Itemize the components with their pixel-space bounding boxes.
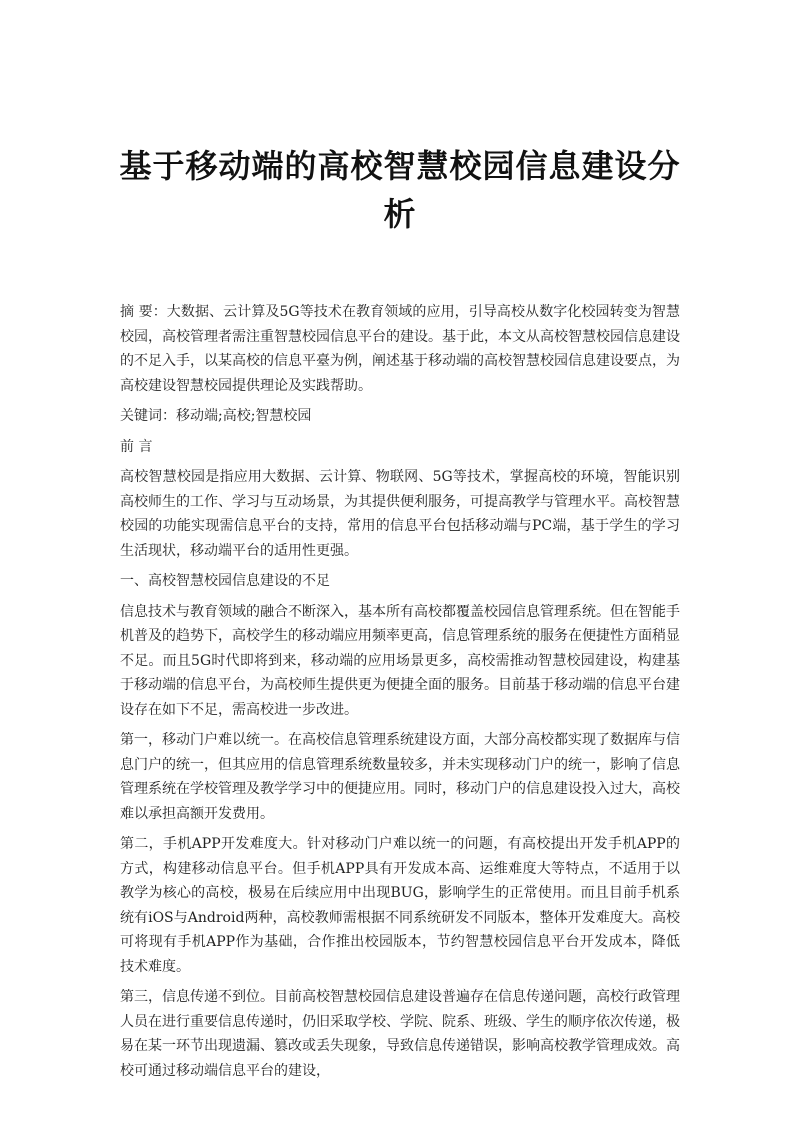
section-heading-1: 一、高校智慧校园信息建设的不足 [120, 573, 330, 589]
point-2-paragraph: 第二，手机APP开发难度大。针对移动门户难以统一的问题，有高校提出开发手机APP的方式，构建移动信息平台。但手机APP具有开发成本高、运维难度大等特点，不适用于以教学为核心的高校，极易在后续应用中出现BUG，影响学生的正常使用。而且目前手机系统有iOS与Android两种，高校教师需根据不同系统研发不同版本，整体开发难度大。高校可将现有手机APP作为基础，合作推出校园版本，节约智慧校园信息平台开发成本，降低技术难度。 [120, 836, 680, 975]
preface-heading: 前 言 [120, 438, 153, 455]
abstract-paragraph: 摘 要：大数据、云计算及5G等技术在教育领域的应用，引导高校从数字化校园转变为智慧校园，高校管理者需注重智慧校园信息平台的建设。基于此，本文从高校智慧校园信息建设的不足入手，以某高校的信息平臺为例，阐述基于移动端的高校智慧校园信息建设要点，为高校建设智慧校园提供理论及实践帮助。 [120, 304, 680, 394]
preface-paragraph: 高校智慧校园是指应用大数据、云计算、物联网、5G等技术，掌握高校的环境，智能识别高校师生的工作、学习与互动场景，为其提供便利服务，可提高教学与管理水平。高校智慧校园的功能实现需信息平台的支持，常用的信息平台包括移动端与PC端，基于学生的学习生活现状，移动端平台的适用性更强。 [120, 469, 680, 559]
document-title: 基于移动端的高校智慧校园信息建设分析 [119, 147, 681, 233]
point-1-paragraph: 第一，移动门户难以统一。在高校信息管理系统建设方面，大部分高校都实现了数据库与信息门户的统一，但其应用的信息管理系统数量较多，并未实现移动门户的统一，影响了信息管理系统在学校管理及教学学习中的便捷应用。同时，移动门户的信息建设投入过大，高校难以承担高额开发费用。 [120, 732, 680, 822]
keywords-line: 关键词：移动端;高校;智慧校园 [120, 408, 312, 424]
document-body [120, 300, 680, 1089]
section1-intro-paragraph: 信息技术与教育领域的融合不断深入，基本所有高校都覆盖校园信息管理系统。但在智能手机普及的趋势下，高校学生的移动端应用频率更高，信息管理系统的服务在便捷性方面稍显不足。而且5G时代即将到来，移动端的应用场景更多，高校需推动智慧校园建设，构建基于移动端的信息平台，为高校师生提供更为便捷全面的服务。目前基于移动端的信息平台建设存在如下不足，需高校进一步改进。 [120, 603, 680, 718]
point-3-paragraph: 第三，信息传递不到位。目前高校智慧校园信息建设普遍存在信息传递问题，高校行政管理人员在进行重要信息传递时，仍旧采取学校、学院、院系、班级、学生的顺序依次传递，极易在某一环节出现遗漏、篡改或丢失现象，导致信息传递错误，影响高校教学管理成效。高校可通过移动端信息平台的建设， [120, 989, 680, 1079]
